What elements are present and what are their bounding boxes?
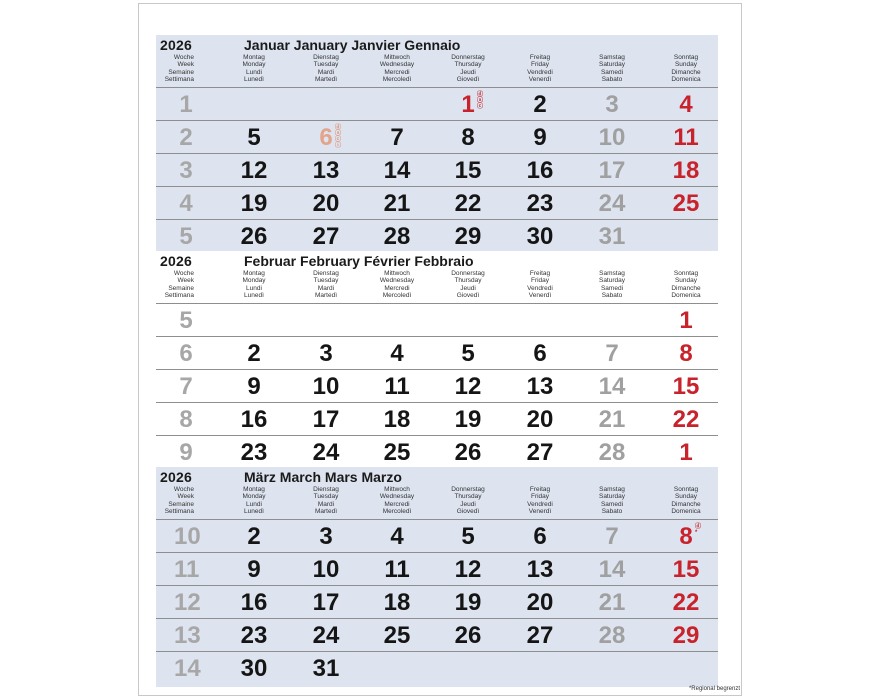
day-cell: 9 (247, 373, 261, 400)
weekday-header-text: Friday (530, 493, 550, 501)
month-block (156, 467, 718, 687)
week-header-text: Woche (173, 270, 194, 277)
day-cell: 5 (461, 523, 475, 550)
weekday-header-text: Mittwoch (384, 54, 410, 61)
day-cell: 25 (383, 439, 411, 466)
month-name: Januar January Janvier Gennaio (244, 37, 461, 53)
day-cell: 22 (672, 589, 700, 616)
weekday-header-text: Montag (243, 54, 265, 61)
day-cell: 26 (240, 223, 268, 250)
week-number: 2 (179, 124, 193, 151)
weekday-header-text: Domenica (671, 507, 701, 515)
weekday-header-text: Freitag (529, 54, 551, 61)
weekday-header-text: Sonntag (673, 54, 699, 61)
weekday-header-text: Vendredi (527, 68, 553, 76)
week-number: 7 (179, 373, 193, 400)
day-cell: 18 (672, 157, 700, 184)
week-header-text: Semaine (168, 284, 194, 292)
weekday-header-text: Mittwoch (384, 486, 410, 493)
weekday-header-text: Venerdì (528, 507, 552, 515)
day-cell: 5 (461, 340, 475, 367)
weekday-header-text: Mercredi (384, 284, 410, 292)
day-cell: 14 (383, 157, 411, 184)
day-cell: 26 (454, 622, 482, 649)
weekday-header-text: Saturday (598, 493, 626, 501)
day-cell: 27 (312, 223, 340, 250)
weekday-header-text: Sabato (601, 75, 623, 83)
day-cell: 6 (319, 124, 333, 151)
day-cell: 23 (526, 190, 554, 217)
day-cell: 25 (672, 190, 700, 217)
day-cell: 21 (598, 406, 626, 433)
weekday-header-text: Lundi (246, 68, 262, 76)
day-cell: 7 (605, 523, 619, 550)
weekday-header-text: Dienstag (313, 486, 339, 493)
weekday-header-text: Monday (242, 493, 266, 501)
day-cell: 15 (454, 157, 482, 184)
day-cell: 29 (454, 223, 482, 250)
weekday-header-text: Thursday (454, 61, 482, 69)
week-column-header (156, 270, 194, 299)
weekday-header-text: Mercoledì (382, 291, 412, 299)
day-cell: 20 (312, 190, 340, 217)
day-cell: 26 (454, 439, 482, 466)
weekday-header-text: Sonntag (673, 270, 699, 277)
calendar-sheet (138, 3, 742, 696)
weekday-header-text: Thursday (454, 277, 482, 285)
week-row (156, 585, 718, 619)
day-cell: 14 (598, 373, 626, 400)
weekday-header (641, 486, 731, 515)
week-header-text: Settimana (164, 75, 194, 83)
day-cell: 4 (390, 340, 404, 367)
weekday-header-text: Freitag (529, 486, 551, 493)
weekday-header-text: Mittwoch (384, 270, 410, 277)
weekday-header-text: Monday (242, 277, 266, 285)
week-row (156, 618, 718, 652)
day-cell: 20 (526, 406, 554, 433)
weekday-header (641, 54, 731, 83)
year-label: 2026 (160, 253, 192, 269)
day-cell: 30 (240, 655, 268, 682)
weekday-header-text: Jeudi (460, 68, 476, 76)
weekday-header-text: Thursday (454, 493, 482, 501)
day-cell: 27 (526, 622, 554, 649)
week-row (156, 402, 718, 436)
day-cell: 2 (247, 523, 261, 550)
weekday-header-text: Dienstag (313, 270, 339, 277)
weekday-header-text: Wednesday (379, 493, 415, 501)
day-cell: 19 (454, 589, 482, 616)
day-cell: 10 (598, 124, 626, 151)
day-cell: 21 (598, 589, 626, 616)
day-cell: 9 (247, 556, 261, 583)
day-cell: 13 (312, 157, 340, 184)
day-cell: 22 (454, 190, 482, 217)
weekday-header-text: Donnerstag (451, 486, 485, 493)
week-header-text: Week (177, 61, 194, 69)
weekday-header-text: Lunedì (244, 291, 264, 299)
day-cell: 3 (319, 340, 333, 367)
day-cell: 24 (312, 439, 340, 466)
weekday-header-text: Saturday (598, 61, 626, 69)
weekday-header-text: Donnerstag (451, 270, 485, 277)
weekday-header-text: Mardi (317, 500, 335, 508)
weekday-header-text: Montag (243, 486, 265, 493)
day-cell: 3 (605, 91, 619, 118)
week-row (156, 219, 718, 253)
week-header-text: Semaine (168, 68, 194, 76)
day-cell: 17 (312, 589, 340, 616)
weekday-header-text: Samedi (600, 68, 624, 76)
weekday-header-text: Jeudi (460, 500, 476, 508)
week-row (156, 369, 718, 403)
weekday-header-text: Sonntag (673, 486, 699, 493)
day-cell: 24 (312, 622, 340, 649)
month-block (156, 35, 718, 251)
weekday-header-text: Vendredi (527, 500, 553, 508)
day-cell: 11 (673, 124, 699, 151)
weekday-header-text: Montag (243, 270, 265, 277)
day-cell: 20 (526, 589, 554, 616)
week-row (156, 519, 718, 553)
week-header-text: Week (177, 277, 194, 285)
day-cell: 8 (679, 523, 693, 550)
week-number: 1 (179, 91, 193, 118)
week-number: 14 (174, 655, 201, 682)
day-cell: 1 (679, 307, 693, 334)
day-cell: 16 (240, 589, 268, 616)
weekday-header-text: Samedi (600, 500, 624, 508)
week-number: 4 (179, 190, 193, 217)
day-cell: 24 (598, 190, 626, 217)
weekday-header-text: Monday (242, 61, 266, 69)
day-cell: 16 (240, 406, 268, 433)
holiday-marker: ⓓ* (695, 524, 702, 536)
weekday-header-text: Sunday (674, 61, 698, 69)
day-cell: 19 (454, 406, 482, 433)
weekday-header-text: Martedì (314, 507, 338, 515)
weekday-header-text: Samstag (599, 486, 625, 493)
year-label: 2026 (160, 469, 192, 485)
weekday-header-text: Tuesday (313, 493, 339, 501)
day-cell: 22 (672, 406, 700, 433)
weekday-header-text: Donnerstag (451, 54, 485, 61)
weekday-header-text: Giovedì (456, 291, 480, 299)
weekday-header-text: Freitag (529, 270, 551, 277)
week-number: 11 (174, 556, 200, 583)
weekday-header-text: Mercoledì (382, 507, 412, 515)
weekday-header-text: Tuesday (313, 277, 339, 285)
day-cell: 15 (672, 556, 700, 583)
day-cell: 1 (461, 91, 475, 118)
day-cell: 25 (383, 622, 411, 649)
weekday-header-text: Jeudi (460, 284, 476, 292)
day-cell: 23 (240, 439, 268, 466)
day-cell: 9 (533, 124, 547, 151)
week-number: 5 (179, 223, 193, 250)
week-number: 9 (179, 439, 193, 466)
day-cell: 10 (312, 556, 340, 583)
day-cell: 4 (679, 91, 693, 118)
weekday-header-text: Mercredi (384, 68, 410, 76)
weekday-header-text: Wednesday (379, 61, 415, 69)
weekday-header-text: Sabato (601, 291, 623, 299)
week-number: 6 (179, 340, 193, 367)
day-cell: 12 (454, 373, 482, 400)
weekday-header-text: Dimanche (671, 284, 701, 292)
day-cell: 6 (533, 523, 547, 550)
day-cell: 19 (240, 190, 268, 217)
week-row (156, 186, 718, 220)
weekday-header-text: Tuesday (313, 61, 339, 69)
day-cell: 28 (598, 439, 626, 466)
weekday-header-text: Lunedì (244, 75, 264, 83)
week-number: 13 (174, 622, 201, 649)
day-cell: 14 (598, 556, 626, 583)
week-number: 8 (179, 406, 193, 433)
week-column-header (156, 54, 194, 83)
weekday-header-text: Venerdì (528, 75, 552, 83)
weekday-header-text: Dienstag (313, 54, 339, 61)
day-cell: 7 (390, 124, 404, 151)
day-cell: 31 (598, 223, 626, 250)
year-label: 2026 (160, 37, 192, 53)
day-cell: 16 (526, 157, 554, 184)
day-cell: 11 (384, 556, 410, 583)
day-cell: 17 (312, 406, 340, 433)
weekday-header-text: Giovedì (456, 75, 480, 83)
day-cell: 17 (598, 157, 626, 184)
weekday-header-text: Sabato (601, 507, 623, 515)
week-row (156, 87, 718, 121)
day-cell: 28 (383, 223, 411, 250)
day-cell: 12 (240, 157, 268, 184)
day-cell: 7 (605, 340, 619, 367)
month-block (156, 251, 718, 467)
weekday-header (641, 270, 731, 299)
weekday-header-text: Friday (530, 61, 550, 69)
footnote: *Regional begrenzt (688, 686, 740, 692)
weekday-header-text: Martedì (314, 291, 338, 299)
day-cell: 31 (312, 655, 340, 682)
week-row (156, 552, 718, 586)
weekday-header-text: Mardi (317, 284, 335, 292)
day-cell: 13 (526, 373, 554, 400)
day-cell: 13 (526, 556, 554, 583)
week-number: 10 (174, 523, 201, 550)
week-row (156, 153, 718, 187)
week-number: 5 (179, 307, 193, 334)
weekday-header-text: Friday (530, 277, 550, 285)
day-cell: 8 (461, 124, 475, 151)
weekday-header-text: Martedì (314, 75, 338, 83)
weekday-header-text: Mardi (317, 68, 335, 76)
weekday-header-text: Domenica (671, 75, 701, 83)
weekday-header-text: Giovedì (456, 507, 480, 515)
month-header (156, 251, 718, 303)
week-header-text: Semaine (168, 500, 194, 508)
week-header-text: Settimana (164, 507, 194, 515)
holiday-marker: ⓓⓐⓒⓘ (335, 125, 342, 149)
weekday-header-text: Sunday (674, 277, 698, 285)
week-row (156, 651, 718, 685)
week-header-text: Woche (173, 54, 194, 61)
week-number: 3 (179, 157, 193, 184)
month-name: März March Mars Marzo (244, 469, 402, 485)
day-cell: 29 (672, 622, 700, 649)
day-cell: 27 (526, 439, 554, 466)
weekday-header-text: Domenica (671, 291, 701, 299)
day-cell: 2 (247, 340, 261, 367)
weekday-header-text: Vendredi (527, 284, 553, 292)
week-row (156, 303, 718, 337)
week-row (156, 120, 718, 154)
week-row (156, 336, 718, 370)
weekday-header-text: Lunedì (244, 507, 264, 515)
day-cell: 8 (679, 340, 693, 367)
month-header (156, 35, 718, 87)
day-cell: 18 (383, 406, 411, 433)
weekday-header-text: Mercredi (384, 500, 410, 508)
week-header-text: Week (177, 493, 194, 501)
day-cell: 23 (240, 622, 268, 649)
day-cell: 1 (679, 439, 693, 466)
day-cell: 12 (454, 556, 482, 583)
weekday-header-text: Samstag (599, 270, 625, 277)
day-cell: 10 (312, 373, 340, 400)
week-number: 12 (174, 589, 201, 616)
weekday-header-text: Venerdì (528, 291, 552, 299)
day-cell: 15 (672, 373, 700, 400)
weekday-header-text: Saturday (598, 277, 626, 285)
weekday-header-text: Lundi (246, 500, 262, 508)
weekday-header-text: Sunday (674, 493, 698, 501)
week-column-header (156, 486, 194, 515)
week-header-text: Woche (173, 486, 194, 493)
weekday-header-text: Dimanche (671, 68, 701, 76)
day-cell: 3 (319, 523, 333, 550)
weekday-header-text: Lundi (246, 284, 262, 292)
day-cell: 6 (533, 340, 547, 367)
day-cell: 2 (533, 91, 547, 118)
month-name: Februar February Février Febbraio (244, 253, 474, 269)
day-cell: 28 (598, 622, 626, 649)
weekday-header-text: Samedi (600, 284, 624, 292)
week-header-text: Settimana (164, 291, 194, 299)
holiday-marker: ⓓⓐⓒ (477, 92, 484, 110)
month-header (156, 467, 718, 519)
week-row (156, 435, 718, 469)
day-cell: 21 (383, 190, 411, 217)
day-cell: 5 (247, 124, 261, 151)
weekday-header-text: Mercoledì (382, 75, 412, 83)
day-cell: 30 (526, 223, 554, 250)
day-cell: 11 (384, 373, 410, 400)
day-cell: 4 (390, 523, 404, 550)
day-cell: 18 (383, 589, 411, 616)
weekday-header-text: Dimanche (671, 500, 701, 508)
weekday-header-text: Wednesday (379, 277, 415, 285)
weekday-header-text: Samstag (599, 54, 625, 61)
